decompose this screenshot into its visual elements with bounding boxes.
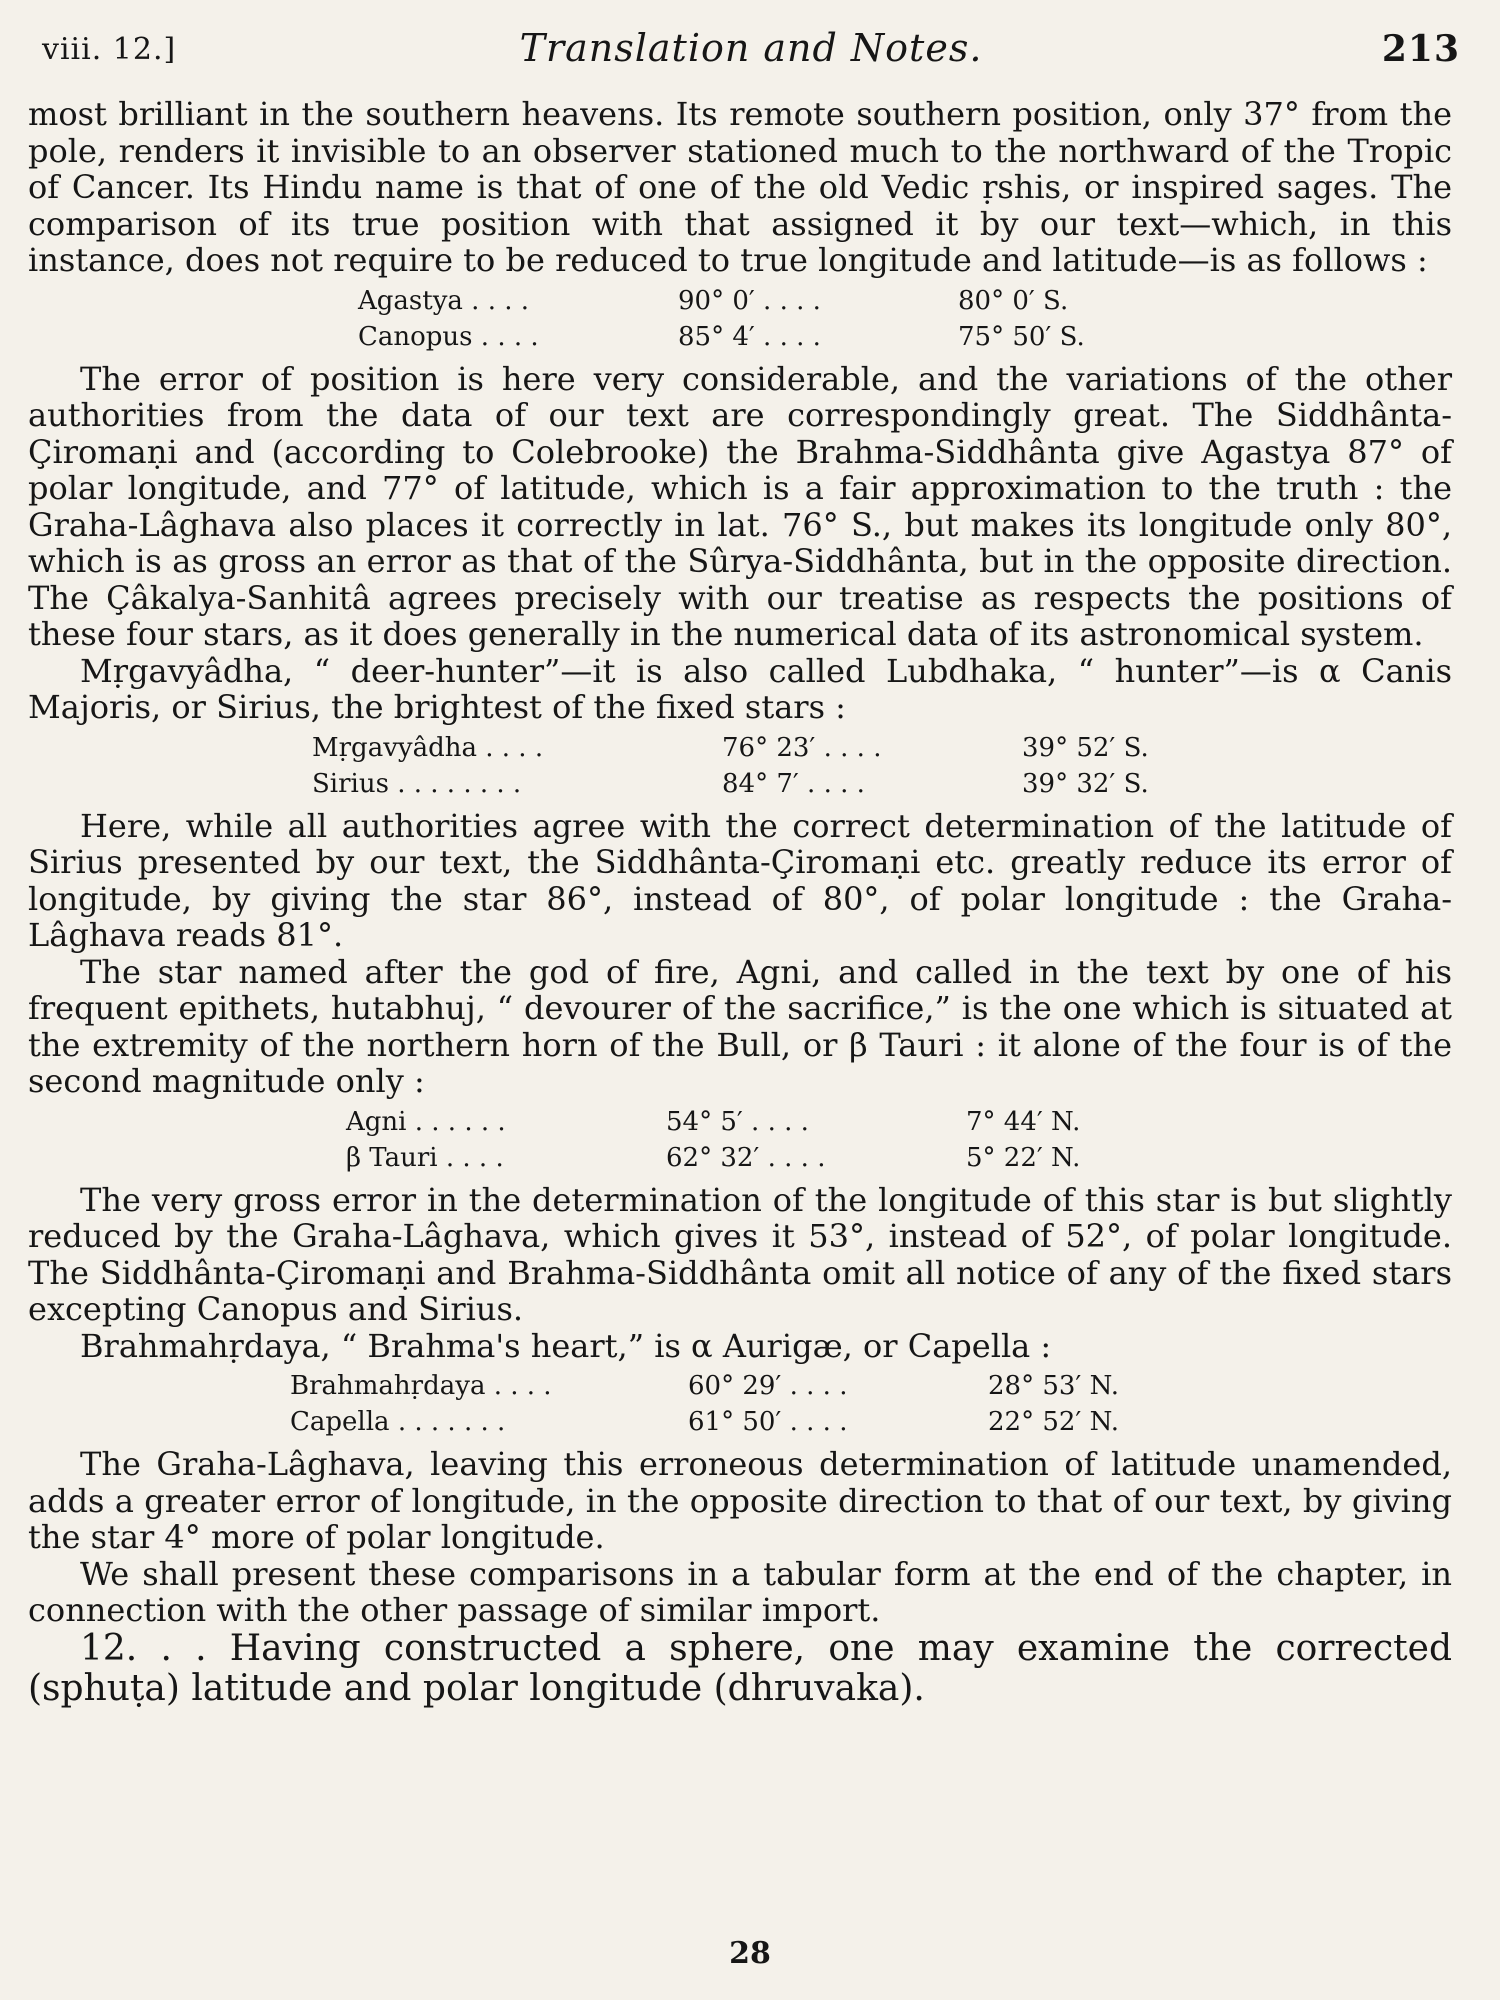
paragraph: The Graha-Lâghava, leaving this erroneous determination of latitude unamended, adds a greater error of longitude, in the opposite direction to that of our text, by giving the star 4° more of polar longitude. — [28, 1445, 1452, 1556]
table-row — [312, 730, 1452, 766]
paragraph: The star named after the god of fire, Agni, and called in the text by one of his frequent epithets, hutabhuj, “ devourer of the sacrifice,” is the one which is situated at the extremity of the northern horn of the Bull, or β Tauri : it alone of the four is of the second magnitude only : — [28, 952, 1452, 1100]
paragraph: Here, while all authorities agree with the correct determination of the latitude of Sirius presented by our text, the Siddhânta-Çiromaṇi etc. greatly reduce its error of longitude, by giving the star 86°, instead of 80°, of polar longitude : the Graha-Lâghava reads 81°. — [28, 806, 1452, 954]
position-table-sirius — [312, 730, 1452, 802]
longitude: 60° 29′ . . . . — [688, 1371, 848, 1401]
longitude: 62° 32′ . . . . — [666, 1142, 826, 1173]
latitude: 28° 53′ N. — [988, 1371, 1119, 1401]
star-name: Agni . . . . . . — [346, 1106, 506, 1137]
table-row — [346, 1104, 1452, 1140]
paragraph: most brilliant in the southern heavens. Its remote southern position, only 37° from the pole, renders it invisible to an observer stationed much to the northward of the Tropic of Cancer. Its Hindu name is that of one of the old Vedic ṛshis, or inspired sages. The comparison of its true position with that assigned it by our text—which, in this instance, does not require to be reduced to true longitude and latitude—is as follows : — [28, 95, 1452, 279]
table-row — [290, 1368, 1452, 1404]
chapter-verse-ref: viii. 12.] — [42, 32, 177, 67]
star-name: Capella . . . . . . . — [290, 1407, 506, 1437]
paragraph: The error of position is here very considerable, and the variations of the other authorities from the data of our text are correspondingly great. The Siddhânta-Çiromaṇi and (according to Colebrooke) the Brahma-Siddhânta give Agastya 87° of polar longitude, and 77° of latitude, which is a fair approximation to the truth : the Graha-Lâghava also places it correctly in lat. 76° S., but makes its longitude only 80°, which is as gross an error as that of the Sûrya-Siddhânta, but in the opposite direction. The Çâkalya-Sanhitâ agrees precisely with our treatise as respects the positions of these four stars, as it does generally in the numerical data of its astronomical system. — [28, 359, 1452, 653]
paragraph: We shall present these comparisons in a tabular form at the end of the chapter, in connection with the other passage of similar import. — [28, 1554, 1452, 1629]
longitude: 61° 50′ . . . . — [688, 1407, 848, 1437]
running-head — [42, 26, 1460, 76]
paragraph: The very gross error in the determination of the longitude of this star is but slightly reduced by the Graha-Lâghava, which gives it 53°, instead of 52°, of polar longitude. The Siddhânta-Çiromaṇi and Brahma-Siddhânta omit all notice of any of the fixed stars excepting Canopus and Sirius. — [28, 1180, 1452, 1328]
verse-translation: 12. . . Having constructed a sphere, one may examine the corrected (sphuṭa) latitude and polar longitude (dhruvaka). — [28, 1627, 1452, 1709]
latitude: 75° 50′ S. — [958, 321, 1085, 352]
latitude: 39° 52′ S. — [1022, 732, 1149, 763]
latitude: 7° 44′ N. — [966, 1106, 1081, 1137]
star-name: Agastya . . . . — [358, 285, 530, 316]
signature-mark: 28 — [729, 1936, 771, 1971]
star-name: Sirius . . . . . . . . — [312, 768, 522, 799]
position-table-agni — [346, 1104, 1452, 1176]
star-name: Canopus . . . . — [358, 321, 539, 352]
page-number: 213 — [1381, 28, 1460, 70]
body-text — [28, 96, 1452, 1709]
longitude: 54° 5′ . . . . — [666, 1106, 809, 1137]
running-title: Translation and Notes. — [519, 26, 983, 70]
star-name: β Tauri . . . . — [346, 1142, 504, 1173]
star-name: Mṛgavyâdha . . . . — [312, 732, 544, 763]
table-row — [346, 1140, 1452, 1176]
position-table-agastya — [358, 283, 1452, 355]
latitude: 80° 0′ S. — [958, 285, 1069, 316]
longitude: 85° 4′ . . . . — [678, 321, 821, 352]
table-row — [312, 766, 1452, 802]
longitude: 90° 0′ . . . . — [678, 285, 821, 316]
star-name: Brahmahṛdaya . . . . — [290, 1371, 552, 1401]
paragraph: Mṛgavyâdha, “ deer-hunter”—it is also called Lubdhaka, “ hunter”—is α Canis Majoris, or Sirius, the brightest of the fixed stars : — [28, 651, 1452, 726]
latitude: 5° 22′ N. — [966, 1142, 1081, 1173]
table-row — [358, 319, 1452, 355]
longitude: 84° 7′ . . . . — [722, 768, 865, 799]
paragraph: Brahmahṛdaya, “ Brahma's heart,” is α Aurigæ, or Capella : — [80, 1326, 1052, 1365]
table-row — [358, 283, 1452, 319]
latitude: 39° 32′ S. — [1022, 768, 1149, 799]
position-table-capella — [290, 1368, 1452, 1440]
table-row — [290, 1404, 1452, 1440]
longitude: 76° 23′ . . . . — [722, 732, 882, 763]
latitude: 22° 52′ N. — [988, 1407, 1119, 1437]
